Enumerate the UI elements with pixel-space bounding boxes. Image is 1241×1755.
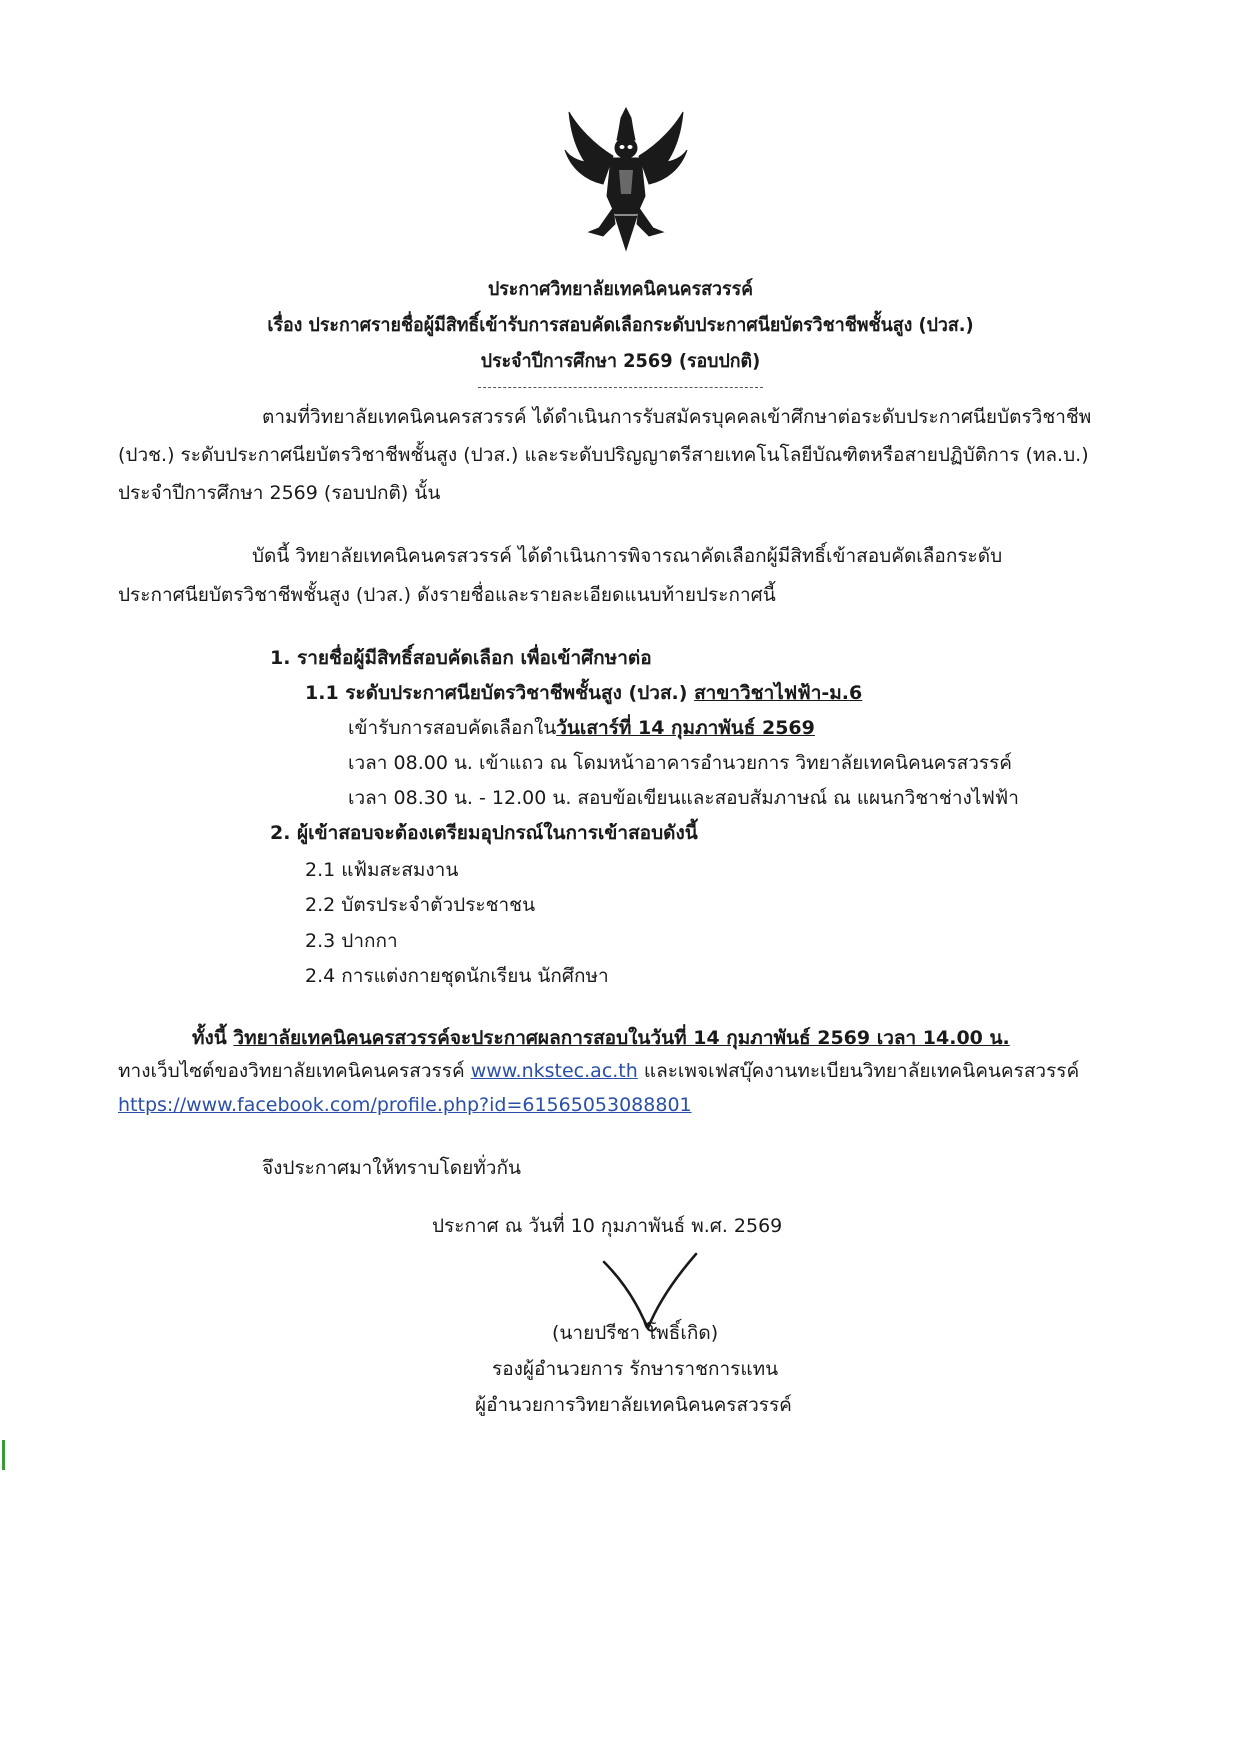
website-link[interactable]: www.nkstec.ac.th <box>470 1060 638 1082</box>
item2-list-item: 2.3 ปากกา <box>305 930 398 952</box>
item2-list-item: 2.2 บัตรประจำตัวประชาชน <box>305 894 536 916</box>
item1-exam-prefix: เข้ารับการสอบคัดเลือกใน <box>348 717 557 739</box>
facebook-link[interactable]: https://www.facebook.com/profile.php?id=61565053088801 <box>118 1094 692 1116</box>
result-web-suffix: และเพจเฟสบุ๊คงานทะเบียนวิทยาลัยเทคนิคนครสวรรค์ <box>637 1060 1080 1082</box>
announce-date: ประกาศ ณ วันที่ 10 กุมภาพันธ์ พ.ศ. 2569 <box>432 1215 783 1237</box>
item1-time-2: เวลา 08.30 น. - 12.00 น. สอบข้อเขียนและสอบสัมภาษณ์ ณ แผนกวิชาช่างไฟฟ้า <box>348 787 1019 809</box>
item1-time-1: เวลา 08.00 น. เข้าแถว ณ โดมหน้าอาคารอำนวยการ วิทยาลัยเทคนิคนครสวรรค์ <box>348 752 1012 774</box>
signer-name: (นายปรีชา โพธิ์เกิด) <box>552 1322 719 1344</box>
para2-line-2: ประกาศนียบัตรวิชาชีพชั้นสูง (ปวส.) ดังรายชื่อและรายละเอียดแนบท้ายประกาศนี้ <box>118 584 776 606</box>
subject-title: เรื่อง ประกาศรายชื่อผู้มีสิทธิ์เข้ารับการสอบคัดเลือกระดับประกาศนียบัตรวิชาชีพชั้นสูง (ปวส.) <box>267 314 974 336</box>
garuda-emblem-icon <box>563 104 689 254</box>
result-prefix: ทั้งนี้ <box>192 1027 234 1049</box>
result-announce: วิทยาลัยเทคนิคนครสวรรค์จะประกาศผลการสอบในวันที่ 14 กุมภาพันธ์ 2569 เวลา 14.00 น. <box>233 1027 1010 1049</box>
scan-edge-mark <box>2 1440 5 1470</box>
facebook-line <box>118 1092 692 1118</box>
org-title: ประกาศวิทยาลัยเทคนิคนครสวรรค์ <box>487 278 754 300</box>
item1-sub <box>305 680 862 706</box>
result-web-prefix: ทางเว็บไซต์ของวิทยาลัยเทคนิคนครสวรรค์ <box>118 1060 471 1082</box>
item1-exam-date: วันเสาร์ที่ 14 กุมภาพันธ์ 2569 <box>556 717 815 739</box>
result-web-line <box>118 1058 1079 1084</box>
signer-position-2: ผู้อำนวยการวิทยาลัยเทคนิคนครสวรรค์ <box>475 1394 792 1416</box>
item2-list-item: 2.1 แฟ้มสะสมงาน <box>305 859 459 881</box>
intro-line-1: ตามที่วิทยาลัยเทคนิคนครสวรรค์ ได้ดำเนินการรับสมัครบุคคลเข้าศึกษาต่อระดับประกาศนียบัตรวิชาชีพ <box>262 406 1092 428</box>
para2-line-1: บัดนี้ วิทยาลัยเทคนิคนครสวรรค์ ได้ดำเนินการพิจารณาคัดเลือกผู้มีสิทธิ์เข้าสอบคัดเลือกระดับ <box>252 545 1003 567</box>
result-announce-line <box>192 1025 1010 1051</box>
item2-list-item: 2.4 การแต่งกายชุดนักเรียน นักศึกษา <box>305 965 609 987</box>
signer-position-1: รองผู้อำนวยการ รักษาราชการแทน <box>492 1358 779 1380</box>
closing-text: จึงประกาศมาให้ทราบโดยทั่วกัน <box>262 1157 521 1179</box>
intro-line-3: ประจำปีการศึกษา 2569 (รอบปกติ) นั้น <box>118 482 441 504</box>
item1-major: สาขาวิชาไฟฟ้า-ม.6 <box>694 682 863 704</box>
intro-line-2: (ปวช.) ระดับประกาศนียบัตรวิชาชีพชั้นสูง (ปวส.) และระดับปริญญาตรีสายเทคโนโลยีบัณฑิตหรือสายปฏิบัติการ (ทล.บ.) <box>118 444 1089 466</box>
academic-year-title: ประจำปีการศึกษา 2569 (รอบปกติ) <box>480 350 761 372</box>
item2-title: 2. ผู้เข้าสอบจะต้องเตรียมอุปกรณ์ในการเข้าสอบดังนี้ <box>270 822 698 844</box>
item1-exam-line <box>348 715 815 741</box>
item1-title: 1. รายชื่อผู้มีสิทธิ์สอบคัดเลือก เพื่อเข้าศึกษาต่อ <box>270 647 652 669</box>
header-divider <box>478 387 763 388</box>
item1-sub-prefix: 1.1 ระดับประกาศนียบัตรวิชาชีพชั้นสูง (ปวส.) <box>305 682 695 704</box>
